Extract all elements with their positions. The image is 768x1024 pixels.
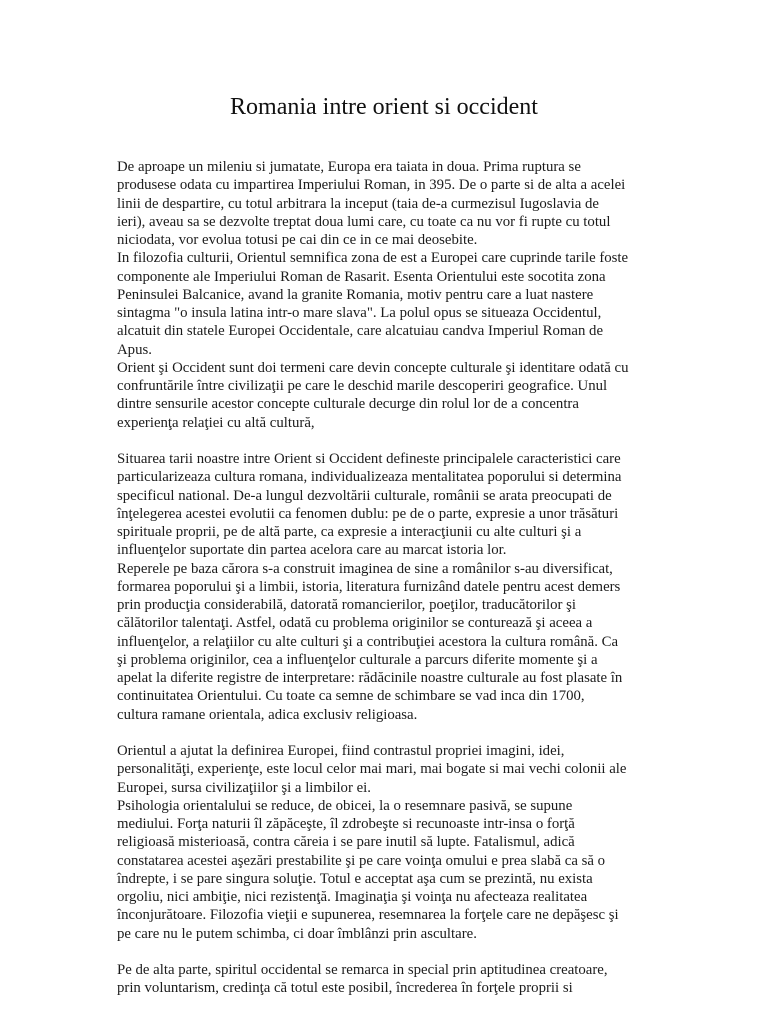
paragraph (117, 961, 647, 998)
paragraph (117, 450, 647, 560)
text-line: niciodata, vor evolua totusi pe cai din ce in ce mai deosebite. (117, 232, 478, 248)
text-line: înţelegerea acestei evolutii ca fenomen dublu: pe de o parte, expresie a unor trăsături (117, 505, 619, 522)
text-line: personalităţi, experienţe, este locul celor mai mari, mai bogate si mai vechi colonii ale (117, 761, 627, 778)
text-line: alcatuit din statele Europei Occidentale, care alcatuiau candva Imperiul Roman de (117, 323, 604, 340)
text-line: Orient şi Occident sunt doi termeni care devin concepte culturale şi identitare odată cu (117, 359, 629, 376)
text-line: formarea poporului şi a limbii, istoria, literatura furnizând datele pentru acest demers (117, 578, 621, 595)
text-line: orgoliu, nici ambiţie, nici rezistenţă. Imaginaţia şi voinţa nu afecteaza realitatea (117, 889, 588, 905)
text-line: Situarea tarii noastre intre Orient si Occident defineste principalele caracteristici care (117, 451, 621, 467)
text-line: produsese odata cu impartirea Imperiului Roman, in 395. De o parte si de alta a acelei (117, 177, 626, 194)
text-line: Orientul a ajutat la definirea Europei, fiind contrastul propriei imagini, idei, (117, 743, 565, 759)
text-line: Apus. (117, 341, 152, 358)
text-line: înconjurătoare. Filozofia vieţii e supunerea, resemnarea la forţele care ne depăşesc şi (117, 907, 619, 924)
text-line: experienţa relaţiei cu altă cultură, (117, 414, 315, 431)
text-line: ieri), aveau sa se dezvolte treptat doua lumi care, cu toate ca nu vor fi rupte cu totul (117, 213, 611, 230)
paragraph (117, 797, 647, 943)
paragraph (117, 158, 647, 249)
text-line: linii de despartire, cu totul arbitrara la inceput (taia de-a curmezisul Iugoslavia de (117, 195, 599, 212)
text-line: particularizeaza cultura romana, individualizeaza mentalitatea poporului si determina (117, 469, 622, 486)
text-line: Reperele pe baza cărora s-a construit imaginea de sine a românilor s-au diversificat, (117, 560, 613, 577)
text-line: Psihologia orientalului se reduce, de obicei, la o resemnare pasivă, se supune (117, 797, 573, 814)
text-line: componente ale Imperiului Roman de Rasarit. Esenta Orientului este socotita zona (117, 268, 606, 285)
text-line: influenţelor suportate din partea acelora care au marcat istoria lor. (117, 542, 507, 559)
text-line: constatarea acestei aşezări prestabilite şi pe care voinţa omului e prea slabă ca să o (117, 852, 606, 869)
document-title: Romania intre orient si occident (230, 94, 538, 120)
text-line: confruntările între civilizaţii pe care le deschid marile descoperiri geografice. Unul (117, 378, 608, 394)
text-line: călătorilor talentaţi. Astfel, odată cu problema originilor se conturează şi aceea a (117, 615, 593, 632)
text-line: sintagma "o insula latina intr-o mare slava". La polul opus se situeaza Occidentul, (117, 305, 602, 321)
text-line: cultura ramane orientala, adica exclusiv religioasa. (117, 706, 418, 723)
text-line: spirituale proprii, pe de altă parte, ca expresie a interacţiunii cu alte culturi şi a (117, 524, 582, 540)
text-line: De aproape un mileniu si jumatate, Europa era taiata in doua. Prima ruptura se (117, 159, 581, 175)
text-line: influenţelor, a relaţiilor cu alte culturi şi a contribuţiei acestora la cultura română. Ca (117, 633, 619, 650)
text-line: pe care nu le putem schimba, ci doar îmblânzi prin ascultare. (117, 925, 477, 942)
text-line: In filozofia culturii, Orientul semnifica zona de est a Europei care cuprinde tarile foste (117, 250, 629, 267)
text-line: şi problema originilor, cea a influenţelor culturale a parcurs diferite momente şi a (117, 651, 598, 668)
text-line: îndrepte, i se pare singura soluţie. Totul e acceptat aşa cum se prezintă, nu exista (117, 870, 593, 887)
text-line: continuitatea Orientului. Cu toate ca semne de schimbare se vad inca din 1700, (117, 688, 585, 705)
text-line: dintre sensurile acestor concepte culturale decurge din rolul lor de a concentra (117, 396, 579, 413)
text-line: prin producţia considerabilă, datorată romancierilor, poeţilor, traducătorilor şi (117, 597, 576, 613)
text-line: religioasă misterioasă, contra căreia i se pare inutil să lupte. Fatalismul, adică (117, 834, 575, 851)
text-line: Peninsulei Balcanice, avand la granite Romania, motiv pentru care a luat nastere (117, 286, 594, 303)
text-line: apelat la diferite registre de interpretare: rădăcinile noastre culturale au fost plasate în (117, 670, 623, 686)
text-line: mediului. Forţa naturii îl zăpăceşte, îl zdrobeşte si recunoaste intr-insa o forţă (117, 816, 575, 832)
paragraph (117, 560, 647, 724)
paragraph (117, 249, 647, 359)
paragraph (117, 742, 647, 797)
text-line: Europei, sursa civilizaţiilor şi a limbilor ei. (117, 779, 371, 796)
text-line: specificul national. De-a lungul dezvoltării culturale, românii se arata preocupati de (117, 487, 612, 504)
text-line: prin voluntarism, credinţa că totul este posibil, încrederea în forţele proprii si (117, 980, 573, 997)
text-line: Pe de alta parte, spiritul occidental se remarca in special prin aptitudinea creatoare, (117, 962, 608, 978)
document-body (117, 158, 647, 998)
paragraph (117, 359, 647, 432)
